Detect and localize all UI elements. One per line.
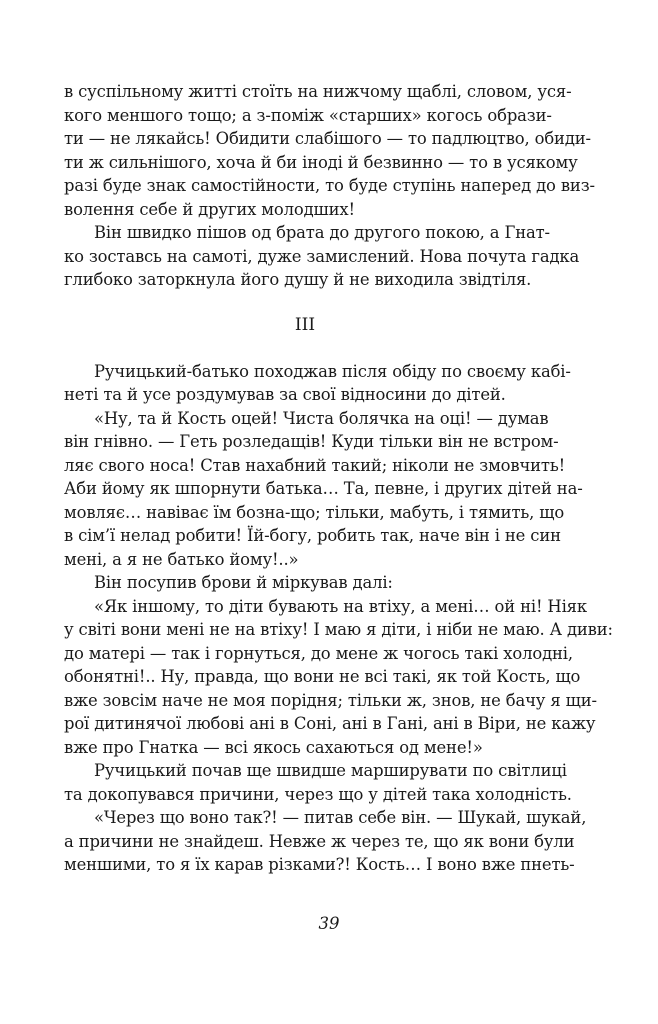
text-line: він гнівно. — Геть розледащів! Куди тільки він не встром-: [64, 432, 559, 451]
text-line: Ручицький-батько походжав після обіду по своєму кабі-: [94, 361, 571, 381]
text-line: ляє свого носа! Став нахабний такий; ніколи не змовчить!: [64, 455, 566, 475]
text-line: волення себе й других молодших!: [64, 199, 355, 219]
paragraph: [64, 221, 580, 292]
text-line: вже про Гнатка — всі якось сахаються од мене!»: [64, 737, 483, 757]
chapter-heading: III: [294, 314, 316, 335]
text-line: в суспільному житті стоїть на нижчому щаблі, словом, уся-: [64, 82, 572, 101]
text-line: вже зовсім наче не моя порідня; тільки ж, знов, не бачу я щи-: [64, 690, 597, 710]
paragraph: [64, 80, 595, 221]
paragraph: [64, 571, 546, 595]
page-number: 39: [318, 914, 340, 933]
text-line: ти — не лякайсь! Обидити слабішого — то падлюцтво, обиди-: [64, 129, 591, 148]
text-line: мовляє… навіває їм бозна-що; тільки, мабуть, і тямить, що: [64, 502, 565, 522]
text-line: «Через що воно так?! — питав себе він. — Шукай, шукай,: [94, 808, 587, 827]
text-line: разі буде знак самостійности, то буде ступінь наперед до виз-: [64, 176, 595, 195]
text-line: рої дитинячої любові ані в Соні, ані в Гані, ані в Віри, не кажу: [64, 714, 596, 733]
text-line: в сім’ї нелад робити! Їй-богу, робить так, наче він і не син: [64, 526, 561, 545]
text-line: обонятні!.. Ну, правда, що вони не всі такі, як той Кость, що: [64, 667, 581, 686]
text-line: та докопувався причини, через що у дітей така холодність.: [64, 784, 572, 804]
text-line: мені, а я не батько йому!..»: [64, 549, 299, 569]
text-line: «Ну, та й Кость оцей! Чиста болячка на оці! — думав: [94, 408, 549, 428]
text-line: ко зоставсь на самоті, дуже замислений. Нова почута гадка: [64, 246, 580, 266]
paragraph: [64, 759, 572, 806]
paragraph: [64, 806, 587, 877]
text-line: неті та й усе роздумував за свої відносини до дітей.: [64, 385, 506, 404]
text-line: кого меншого тощо; а з-поміж «старших» когось образи-: [64, 105, 552, 125]
text-line: Ручицький почав ще швидше марширувати по світлиці: [94, 761, 567, 780]
text-line: до матері — так і горнуться, до мене ж чогось такі холодні,: [64, 643, 573, 663]
text-line: глибоко заторкнула його душу й не виходила звідтіля.: [64, 270, 532, 289]
text-line: меншими, то я їх карав різками?! Кость… І воно вже пнеть-: [64, 855, 575, 874]
paragraph: [64, 360, 571, 407]
text-line: ти ж сильнішого, хоча й би іноді й безвинно — то в усякому: [64, 152, 578, 172]
paragraph: [64, 595, 613, 760]
text-line: а причини не знайдеш. Невже ж через те, що як вони були: [64, 831, 575, 851]
page-body: [64, 80, 613, 877]
paragraph: [64, 407, 583, 572]
text-line: Він посупив брови й міркував далі:: [94, 573, 393, 592]
text-line: Він швидко пішов од брата до другого покою, а Гнат-: [94, 223, 550, 242]
text-line: «Як іншому, то діти бувають на втіху, а мені… ой ні! Ніяк: [94, 596, 587, 616]
text-line: Аби йому як шпорнути батька… Та, певне, і других дітей на-: [64, 479, 583, 498]
text-line: у світі вони мені не на втіху! І маю я діти, і ніби не маю. А диви:: [64, 620, 613, 639]
